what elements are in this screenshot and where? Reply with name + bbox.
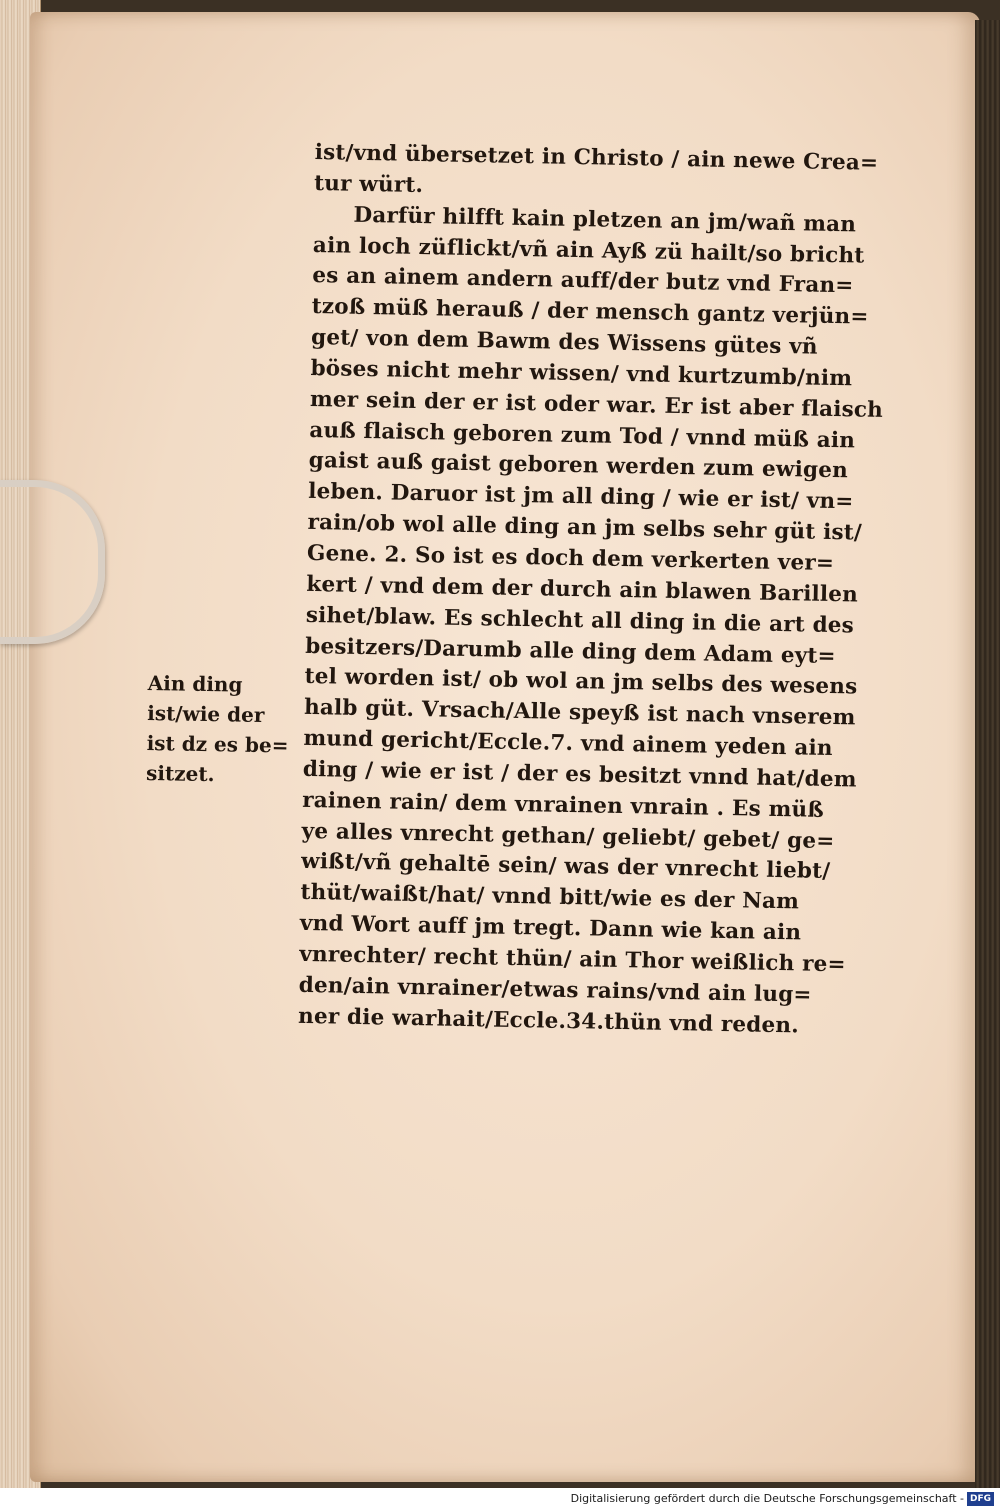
- text-line: ist/vnd übersetzet in Christo / ain newe Crea=: [314, 139, 879, 176]
- footer-bar: [0, 1488, 1000, 1511]
- text-line: mer sein der er ist oder war. Er ist aber flaisch: [309, 386, 884, 423]
- text-line: auß flaisch geboren zum Tod / vnnd müß ain: [309, 417, 856, 454]
- text-line: den/ain vnrainer/etwas rains/vnd ain lug=: [298, 972, 812, 1008]
- text-line: leben. Daruor ist jm all ding / wie er ist/ vn=: [307, 479, 854, 515]
- text-line: vnrechter/ recht thün/ ain Thor weißlich re=: [299, 941, 846, 978]
- text-line: tzoß müß herauß / der mensch gantz verjün=: [311, 294, 869, 330]
- text-line: mund gericht/Eccle.7. vnd ainem yeden ain: [303, 725, 833, 762]
- text-line: thüt/waißt/hat/ vnnd bitt/wie es der Nam: [300, 880, 800, 915]
- text-line: rain/ob wol alle ding an jm selbs sehr güt ist/: [307, 510, 863, 546]
- margin-note: [146, 668, 308, 791]
- margin-note-line: sitzet.: [145, 760, 215, 787]
- text-line: rainen rain/ dem vnrainen vnrain . Es müß: [302, 787, 825, 823]
- text-line: Darfür hilfft kain pletzen an jm/wañ man: [353, 202, 857, 238]
- text-line: es an ainem andern auff/der butz vnd Fran=: [312, 263, 854, 299]
- margin-note-line: ist dz es be=: [146, 730, 289, 758]
- margin-note-line: ist/wie der: [147, 700, 265, 728]
- text-line: ding / wie er ist / der es besitzt vnnd hat/dem: [302, 756, 857, 793]
- text-line: sihet/blaw. Es schlecht all ding in die art des: [305, 602, 855, 639]
- text-line: halb güt. Vrsach/Alle speyß ist nach vnserem: [303, 695, 856, 731]
- text-line: ye alles vnrecht gethan/ geliebt/ gebet/ ge=: [301, 818, 835, 854]
- footer-credit: Digitalisierung gefördert durch die Deutsche Forschungsgemeinschaft -: [570, 1492, 964, 1505]
- text-line: wißt/vñ gehaltē sein/ was der vnrecht liebt/: [300, 849, 831, 885]
- margin-note-line: Ain ding: [147, 670, 243, 697]
- text-line: tur würt.: [313, 170, 424, 198]
- right-page-edges: [975, 20, 1000, 1490]
- text-line: tel worden ist/ ob wol an jm selbs des wesens: [304, 664, 858, 700]
- text-line: get/ von dem Bawm des Wissens gütes vñ: [310, 325, 818, 360]
- main-text-block: [298, 138, 955, 1045]
- text-line: ain loch züflickt/vñ ain Ayß zü hailt/so bricht: [312, 232, 865, 269]
- text-line: vnd Wort auff jm tregt. Dann wie kan ain: [299, 910, 802, 946]
- text-line: gaist auß gaist geboren werden zum ewigen: [308, 448, 849, 484]
- text-line: ner die warhait/Eccle.34.thün vnd reden.: [297, 1003, 800, 1039]
- text-line: kert / vnd dem der durch ain blawen Barillen: [306, 571, 859, 608]
- text-line: böses nicht mehr wissen/ vnd kurtzumb/nim: [310, 355, 853, 392]
- text-line: Gene. 2. So ist es doch dem verkerten ver=: [306, 540, 835, 577]
- dfg-logo: DFG: [967, 1492, 994, 1506]
- text-line: besitzers/Darumb alle ding dem Adam eyt=: [305, 633, 837, 669]
